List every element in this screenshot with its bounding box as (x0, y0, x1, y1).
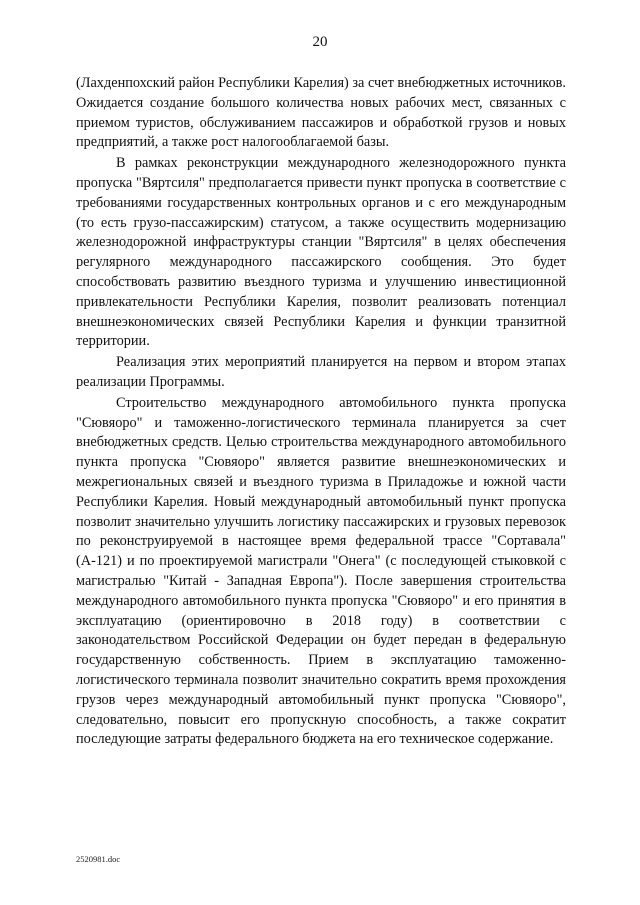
paragraph-4: Строительство международного автомобильного пункта пропуска "Сювяоро" и таможенно-логистического терминала планируется за счет внебюджетных средств. Целью строительства международного автомобильного пункта пропуска "Сювяоро" является развитие внешнеэкономических и межрегиональных связей и въездного туризма в Приладожье и южной части Республики Карелия. Новый международный автомобильный пункт пропуска позволит значительно улучшить логистику пассажирских и грузовых перевозок по реконструируемой в настоящее время федеральной трассе "Сортавала" (А-121) и по проектируемой магистрали "Онега" (с последующей стыковкой с магистралью "Китай - Западная Европа"). После завершения строительства международного автомобильного пункта пропуска "Сювяоро" и его принятия в эксплуатацию (ориентировочно в 2018 году) в соответствии с законодательством Российской Федерации он будет передан в федеральную государственную собственность. Прием в эксплуатацию таможенно-логистического терминала позволит значительно сократить время прохождения грузов через международный автомобильный пункт пропуска "Сювяоро", следовательно, повысит его пропускную способность, а также сократит последующие затраты федерального бюджета на его техническое содержание. (76, 394, 566, 748)
page-number: 20 (312, 34, 328, 50)
document-body (76, 74, 566, 751)
paragraph-1: (Лахденпохский район Республики Карелия) за счет внебюджетных источников. Ожидается создание большого количества новых рабочих мест, связанных с приемом туристов, обслуживанием пассажиров и обработкой грузов и новых предприятий, а также рост налогооблагаемой базы. (76, 75, 566, 151)
paragraph-2: В рамках реконструкции международного железнодорожного пункта пропуска "Вяртсиля" предполагается привести пункт пропуска в соответствие с требованиями государственных контрольных органов и с его международным (то есть грузо-пассажирским) статусом, а также осуществить модернизацию железнодорожной инфраструктуры станции "Вяртсиля" в целях обеспечения регулярного международного пассажирского сообщения. Это будет способствовать развитию въездного туризма и улучшению инвестиционной привлекательности Республики Карелия, позволит реализовать потенциал внешнеэкономических связей Республики Карелия и функции транзитной территории. (76, 155, 566, 350)
document-id-footer: 2520981.doc (76, 854, 121, 864)
paragraph-3: Реализация этих мероприятий планируется на первом и втором этапах реализации Программы. (76, 354, 566, 390)
